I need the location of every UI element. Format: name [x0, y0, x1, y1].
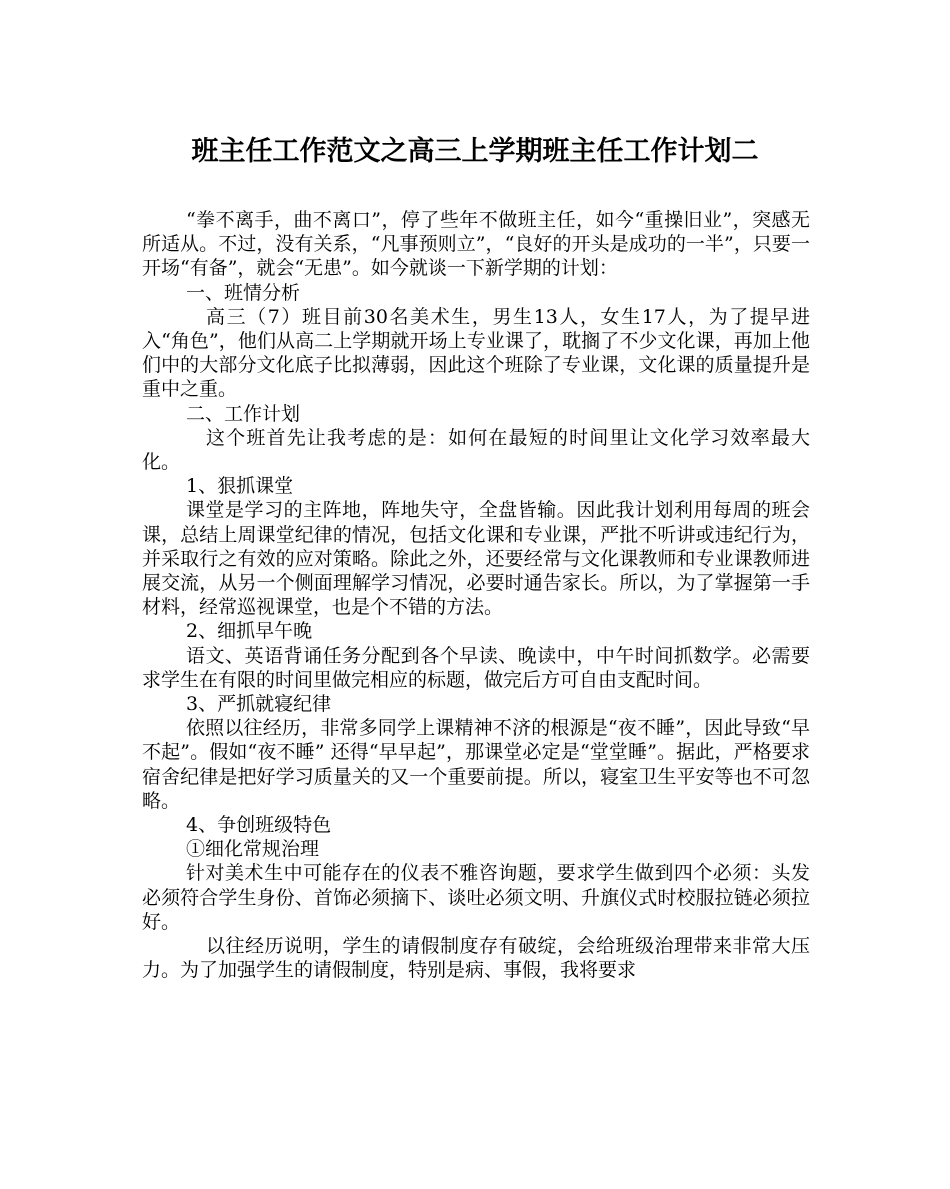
- paragraph-dorm-discipline: 依照以往经历，非常多同学上课精神不济的根源是“夜不睡”，因此导致“早不起”。假如“夜不睡” 还得“早早起”，那课堂必定是“堂堂睡”。据此，严格要求宿舍纪律是把好学习质量关的又一个重要前提。所以，寝室卫生平安等也不可忽略。: [142, 717, 810, 812]
- heading-classroom: 1、狠抓课堂: [186, 475, 294, 498]
- paragraph-routine-management: 针对美术生中可能存在的仪表不雅咨询题，要求学生做到四个必须：头发必须符合学生身份、首饰必须摘下、谈吐必须文明、升旗仪式时校服拉链必须拉好。: [142, 862, 810, 933]
- heading-class-features: 4、争创班级特色: [186, 814, 332, 837]
- paragraph-class-analysis: 高三（7）班目前30名美术生，男生13人，女生17人，为了提早进入“角色”，他们从高二上学期就开场上专业课了，耽搁了不少文化课，再加上他们中的大部分文化底子比拟薄弱，因此这个班除了专业课，文化课的质量提升是重中之重。: [142, 305, 810, 401]
- paragraph-intro: “拳不离手，曲不离口”，停了些年不做班主任，如今“重操旧业”，突感无所适从。不过，没有关系，“凡事预则立”，“良好的开头是成功的一半”，只要一开场“有备”，就会“无患”。如今就谈一下新学期的计划：: [142, 209, 810, 280]
- heading-morning-noon-evening: 2、细抓早午晚: [186, 620, 313, 643]
- heading-class-analysis: 一、班情分析: [186, 281, 301, 304]
- paragraph-classroom: 课堂是学习的主阵地，阵地失守，全盘皆输。因此我计划利用每周的班会课，总结上周课堂纪律的情况，包括文化课和专业课，严批不听讲或违纪行为，并采取行之有效的应对策略。除此之外，还要经常与文化课教师和专业课教师进展交流，从另一个侧面理解学习情况，必要时通告家长。所以，为了掌握第一手材料，经常巡视课堂，也是个不错的方法。: [142, 499, 810, 619]
- paragraph-work-plan: 这个班首先让我考虑的是：如何在最短的时间里让文化学习效率最大化。: [142, 426, 810, 474]
- heading-work-plan: 二、工作计划: [186, 402, 301, 425]
- document-body: [142, 208, 810, 983]
- document-title: 班主任工作范文之高三上学期班主任工作计划二: [191, 136, 759, 167]
- paragraph-morning-noon-evening: 语文、英语背诵任务分配到各个早读、晚读中，中午时间抓数学。必需要求学生在有限的时间里做完相应的标题，做完后方可自由支配时间。: [142, 644, 810, 691]
- heading-routine-management: ①细化常规治理: [186, 838, 320, 861]
- paragraph-leave-system: 以往经历说明，学生的请假制度存有破绽，会给班级治理带来非常大压力。为了加强学生的请假制度，特别是病、事假，我将要求: [142, 935, 810, 982]
- heading-dorm-discipline: 3、严抓就寝纪律: [186, 693, 332, 716]
